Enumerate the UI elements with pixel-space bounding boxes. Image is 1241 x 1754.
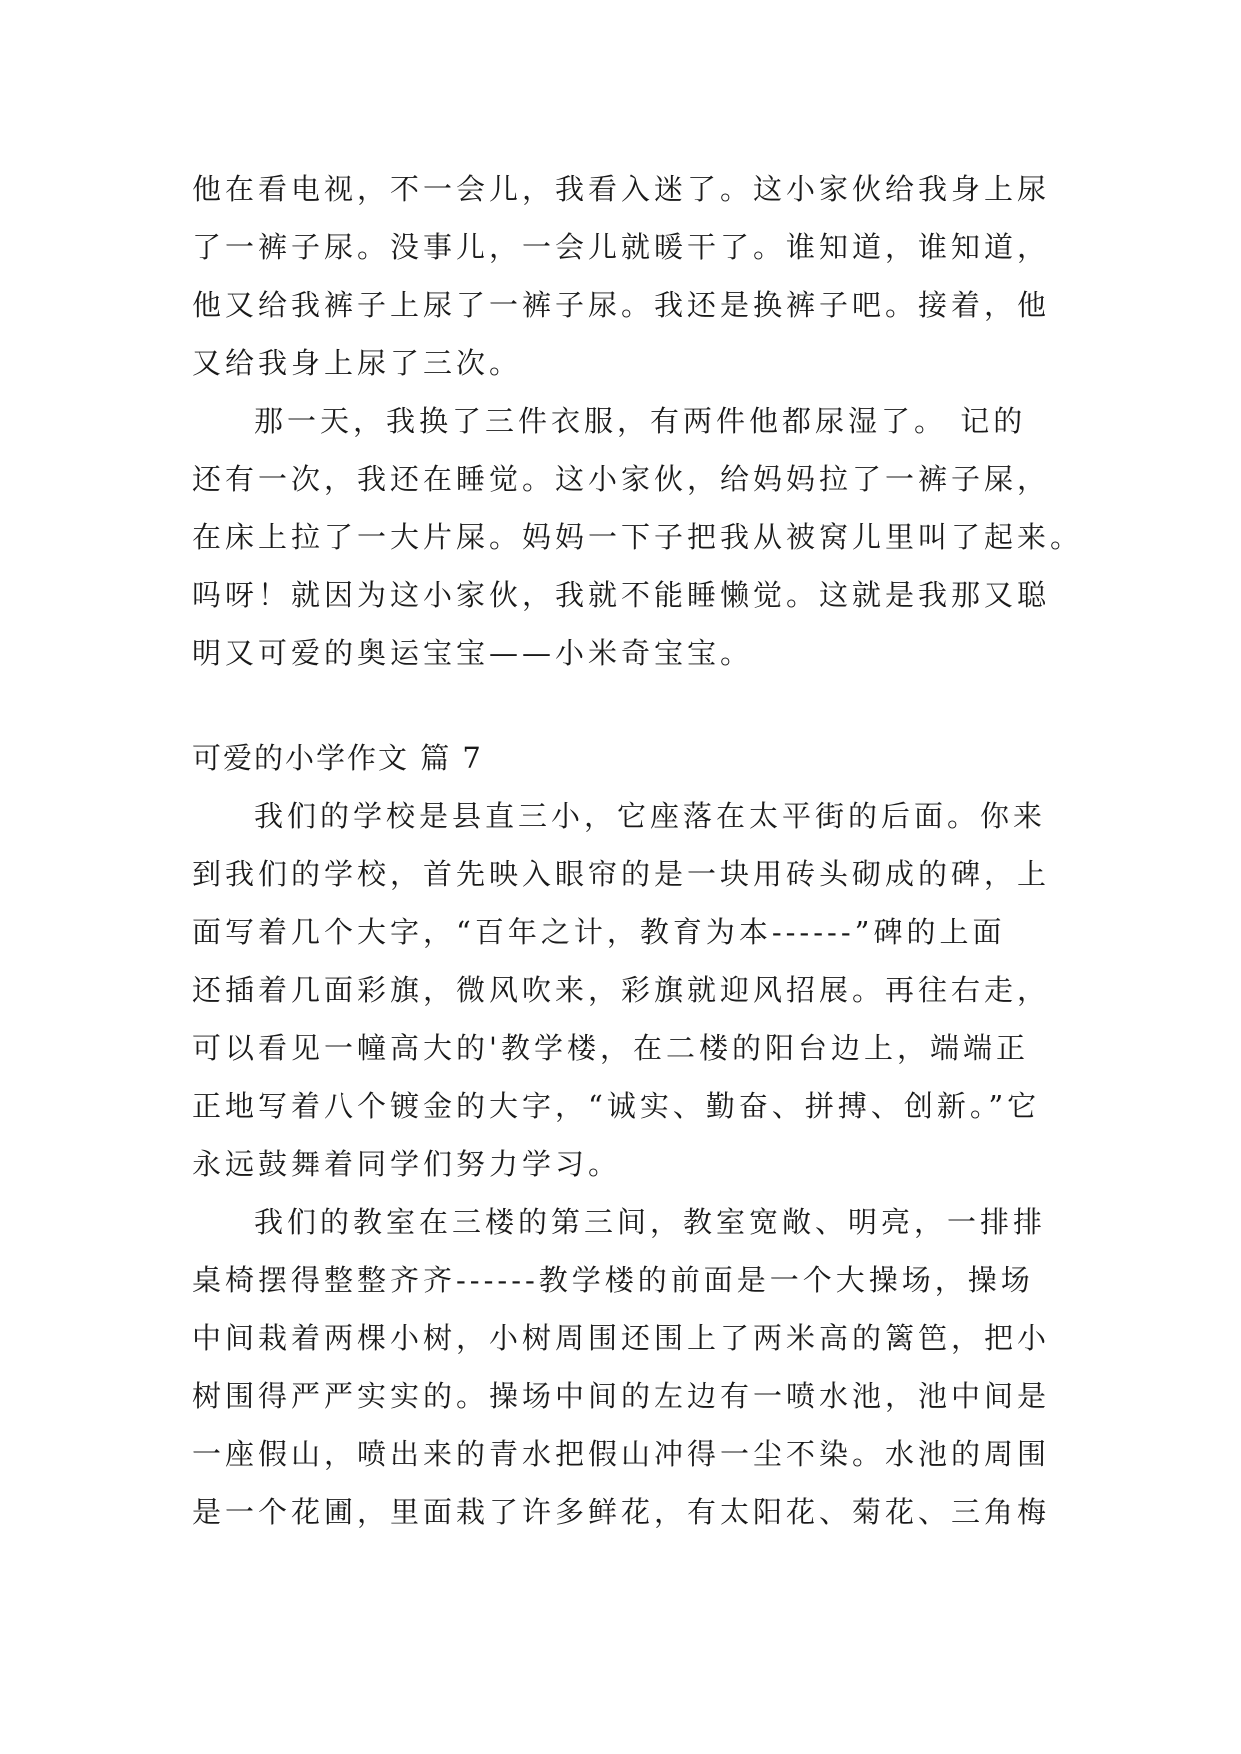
- text-line: 可以看见一幢高大的'教学楼，在二楼的阳台边上，端端正: [192, 1031, 1029, 1065]
- text-line: 正地写着八个镀金的大字，“诚实、勤奋、拼搏、创新。”它: [192, 1089, 1041, 1123]
- text-line: 明又可爱的奥运宝宝——小米奇宝宝。: [192, 636, 754, 670]
- text-line: 树围得严严实实的。操场中间的左边有一喷水池，池中间是: [192, 1379, 1051, 1413]
- paragraph-3: [192, 787, 1062, 1193]
- text-line: 吗呀！就因为这小家伙，我就不能睡懒觉。这就是我那又聪: [192, 578, 1051, 612]
- paragraph-4: [192, 1193, 1062, 1541]
- text-line: 了一裤子尿。没事儿，一会儿就暖干了。谁知道，谁知道，: [192, 230, 1051, 264]
- text-line: 又给我身上尿了三次。: [192, 346, 523, 380]
- text-line: 中间栽着两棵小树，小树周围还围上了两米高的篱笆，把小: [192, 1321, 1051, 1355]
- text-line: 他又给我裤子上尿了一裤子尿。我还是换裤子吧。接着，他: [192, 288, 1051, 322]
- document-page: [192, 160, 1084, 1541]
- text-line: 面写着几个大字，“百年之计，教育为本------”碑的上面: [192, 915, 1006, 949]
- text-line: 还有一次，我还在睡觉。这小家伙，给妈妈拉了一裤子屎，: [192, 462, 1051, 496]
- text-line: 在床上拉了一大片屎。妈妈一下子把我从被窝儿里叫了起来。: [192, 520, 1084, 554]
- paragraph-1: [192, 160, 1062, 392]
- text-line: 还插着几面彩旗，微风吹来，彩旗就迎风招展。再往右走，: [192, 973, 1051, 1007]
- text-line: 一座假山，喷出来的青水把假山冲得一尘不染。水池的周围: [192, 1437, 1051, 1471]
- text-line: 那一天，我换了三件衣服，有两件他都尿湿了。 记的: [254, 404, 1027, 438]
- text-line: 到我们的学校，首先映入眼帘的是一块用砖头砌成的碑，上: [192, 857, 1051, 891]
- text-line: 桌椅摆得整整齐齐------教学楼的前面是一个大操场，操场: [192, 1263, 1034, 1297]
- text-line: 是一个花圃，里面栽了许多鲜花，有太阳花、菊花、三角梅: [192, 1495, 1051, 1529]
- paragraph-2: [192, 392, 1084, 682]
- text-line: 我们的学校是县直三小，它座落在太平街的后面。你来: [254, 799, 1047, 833]
- text-line: 我们的教室在三楼的第三间，教室宽敞、明亮，一排排: [254, 1205, 1047, 1239]
- text-line: 他在看电视，不一会儿，我看入迷了。这小家伙给我身上尿: [192, 172, 1051, 206]
- section-heading: 可爱的小学作文 篇 7: [192, 741, 483, 775]
- text-line: 永远鼓舞着同学们努力学习。: [192, 1147, 622, 1181]
